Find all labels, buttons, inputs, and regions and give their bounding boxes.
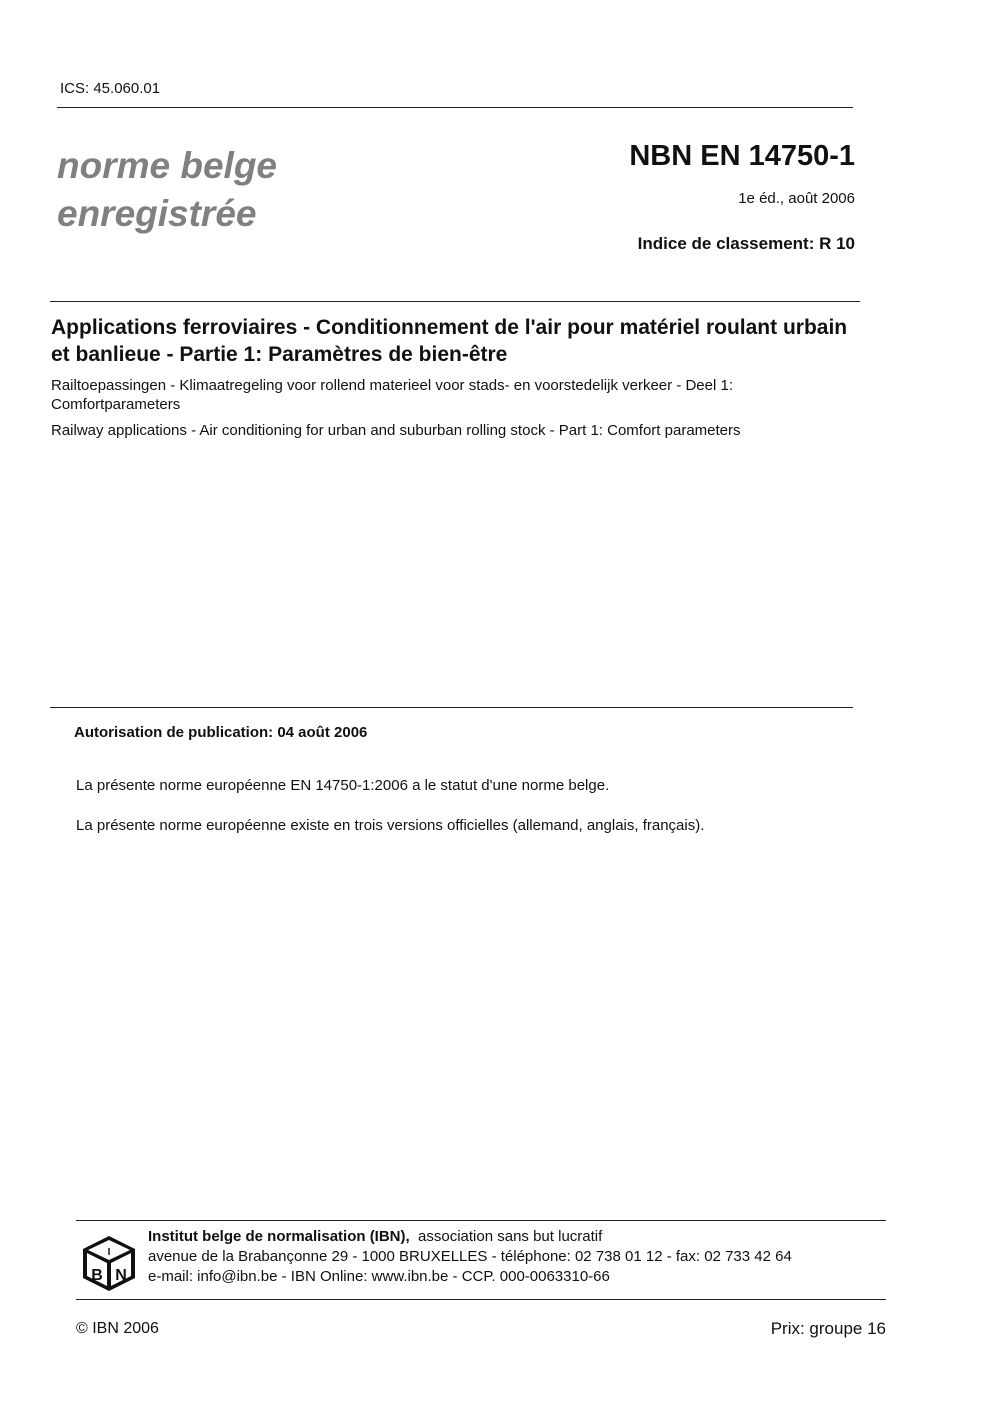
publication-rule [50, 707, 853, 708]
institute-address: avenue de la Brabançonne 29 - 1000 BRUXELLES - téléphone: 02 738 01 12 - fax: 02 733 42 64 [148, 1248, 792, 1265]
institute-name: Institut belge de normalisation (IBN), [148, 1228, 410, 1245]
publication-authorization: Autorisation de publication: 04 août 2006 [74, 724, 368, 741]
copyright: © IBN 2006 [76, 1320, 159, 1337]
ics-code: ICS: 45.060.01 [60, 80, 161, 97]
top-rule [57, 107, 853, 108]
footer-top-rule [76, 1220, 886, 1221]
svg-text:N: N [115, 1267, 127, 1284]
classification-index: Indice de classement: R 10 [637, 234, 855, 253]
institute-type: association sans but lucratif [418, 1228, 603, 1245]
institute-block [148, 1227, 792, 1287]
edition-date: 1e éd., août 2006 [738, 190, 855, 207]
brand-title [57, 142, 277, 238]
status-paragraph: La présente norme européenne EN 14750-1:2006 a le statut d'une norme belge. [76, 777, 610, 794]
versions-paragraph: La présente norme européenne existe en trois versions officielles (allemand, anglais, français). [76, 817, 705, 834]
ibn-cube-logo-icon [83, 1236, 135, 1291]
svg-text:I: I [107, 1247, 111, 1258]
title-rule [50, 301, 860, 302]
brand-line-2: enregistrée [57, 193, 257, 234]
institute-heading [148, 1227, 792, 1247]
svg-text:B: B [91, 1267, 103, 1284]
title-english: Railway applications - Air conditioning for urban and suburban rolling stock - Part 1: Comfort parameters [51, 422, 741, 439]
price-group: Prix: groupe 16 [770, 1319, 886, 1338]
footer-bottom-rule [76, 1299, 886, 1300]
institute-contact: e-mail: info@ibn.be - IBN Online: www.ibn.be - CCP. 000-0063310-66 [148, 1268, 610, 1285]
title-french: Applications ferroviaires - Conditionnement de l'air pour matériel roulant urbain et banlieue - Partie 1: Paramètres de bien-être [51, 316, 848, 366]
title-dutch: Railtoepassingen - Klimaatregeling voor rollend materieel voor stads- en voorstedelijk verkeer - Deel 1: Comfortparameters [51, 377, 733, 413]
brand-line-1: norme belge [57, 145, 277, 186]
standard-number: NBN EN 14750-1 [629, 140, 855, 172]
